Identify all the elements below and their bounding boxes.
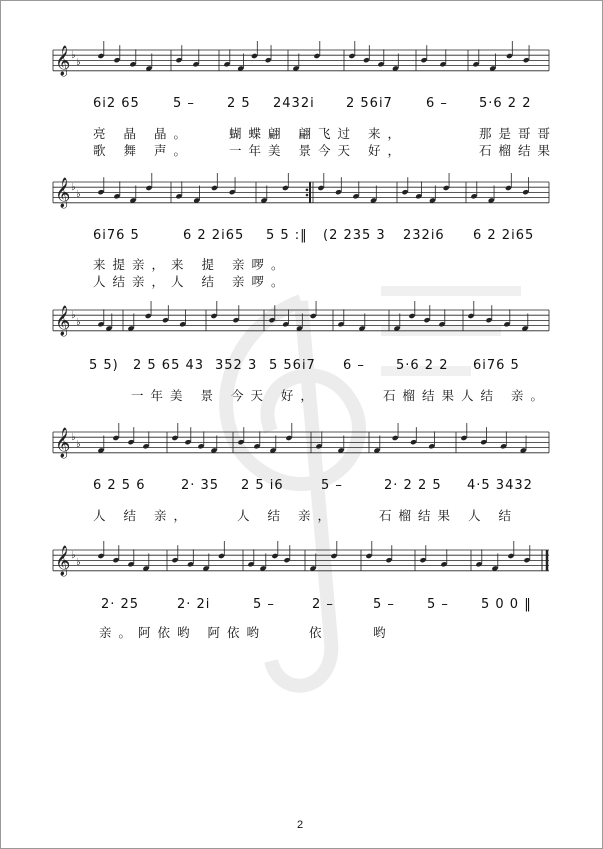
jianpu-row-5 [1,597,603,617]
lyrics-row-5 [1,623,603,641]
lyrics-row-3 [1,386,603,404]
lyrics-row-1b [1,141,603,159]
page-number: 2 [297,819,304,831]
jianpu-measure: 6 – [343,358,365,373]
jianpu-row-2 [1,228,603,248]
jianpu-measure: 2 – [312,597,334,612]
jianpu-measure: 2 5 i6 [241,478,284,493]
treble-clef-icon: 𝄞 [55,428,71,458]
lyric-text: 一年美 景今天 好， [229,143,407,158]
lyric-text: 哟 [373,625,393,640]
jianpu-measure: 5 – [253,597,275,612]
flat-icon: ♭ [71,310,76,321]
jianpu-measure: 6 2 2i65 [183,228,245,243]
flat-icon: ♭ [71,50,76,61]
lyrics-row-2b [1,272,603,290]
flat-icon: ♭ [76,57,81,68]
jianpu-measure: 5 – [427,597,449,612]
jianpu-measure: 5 56i7 [269,358,316,373]
flat-icon: ♭ [76,189,81,200]
jianpu-measure: 2432i [273,96,315,111]
lyric-text: 依 [309,625,329,640]
treble-clef-icon: 𝄞 [55,546,71,576]
lyric-text: 一年美 景 今天 好， [131,388,320,403]
jianpu-measure: 2 5 65 43 [133,358,205,373]
lyric-text: 那是哥哥 [479,126,558,141]
jianpu-measure: 232i6 [403,228,445,243]
jianpu-measure: 5 5 :‖ [266,228,308,243]
treble-clef-icon: 𝄞 [55,46,71,76]
jianpu-row-3 [1,358,603,378]
lyric-text: 来提亲，来 提 亲啰。 [93,257,291,272]
lyric-text: 歌 舞 声。 [93,143,193,158]
jianpu-measure: 5 – [373,597,395,612]
treble-clef-icon: 𝄞 [55,178,71,208]
jianpu-measure: 352 3 [215,358,258,373]
jianpu-measure: 2· 25 [101,597,140,612]
lyrics-row-4 [1,506,603,524]
repeat-dot [306,194,309,197]
jianpu-measure: 6 2 2i65 [473,228,535,243]
jianpu-measure: 2 56i7 [346,96,393,111]
jianpu-measure: 6i2 65 [93,96,140,111]
jianpu-row-4 [1,478,603,498]
jianpu-measure: 6i76 5 [473,358,520,373]
treble-clef-icon: 𝄞 [55,306,71,336]
lyric-text: 亮 晶 晶。 [93,126,193,141]
lyrics-row-2a [1,255,603,273]
jianpu-measure: 5·6 2 2 [396,358,449,373]
jianpu-measure: 5 5) [89,358,119,373]
flat-icon: ♭ [71,182,76,193]
jianpu-measure: 5 – [321,478,343,493]
flat-icon: ♭ [76,557,81,568]
jianpu-measure: 2 5 [227,96,251,111]
jianpu-measure: 2· 2 2 5 [384,478,442,493]
jianpu-measure: 4·5 3432 [467,478,533,493]
repeat-dot [306,189,309,192]
flat-icon: ♭ [76,439,81,450]
lyric-text: 石榴结果 [479,143,558,158]
jianpu-measure: 6 2 5 6 [93,478,146,493]
lyric-text: 石榴结果 人 结 [379,508,518,523]
jianpu-measure: 5 0 0 ‖ [481,597,532,612]
flat-icon: ♭ [71,432,76,443]
lyric-text: 人结亲，人 结 亲啰。 [93,274,291,289]
lyrics-row-1a [1,124,603,142]
lyric-text: 人 结 亲， [93,508,193,523]
jianpu-measure: 6 – [426,96,448,111]
flat-icon: ♭ [71,550,76,561]
lyric-text: 蝴蝶翩 翩飞过 来， [229,126,407,141]
lyric-text: 亲。阿依哟 阿依哟 [99,625,266,640]
jianpu-row-1 [1,96,603,116]
flat-icon: ♭ [76,317,81,328]
jianpu-measure: 5·6 2 2 [479,96,532,111]
jianpu-measure: 2· 2i [177,597,211,612]
lyric-text: 石榴结果人结 亲。 [383,388,550,403]
jianpu-measure: 2· 35 [181,478,220,493]
jianpu-measure: (2 235 3 [323,228,386,243]
lyric-text: 人 结 亲， [237,508,337,523]
jianpu-measure: 5 – [173,96,195,111]
jianpu-measure: 6i76 5 [93,228,140,243]
